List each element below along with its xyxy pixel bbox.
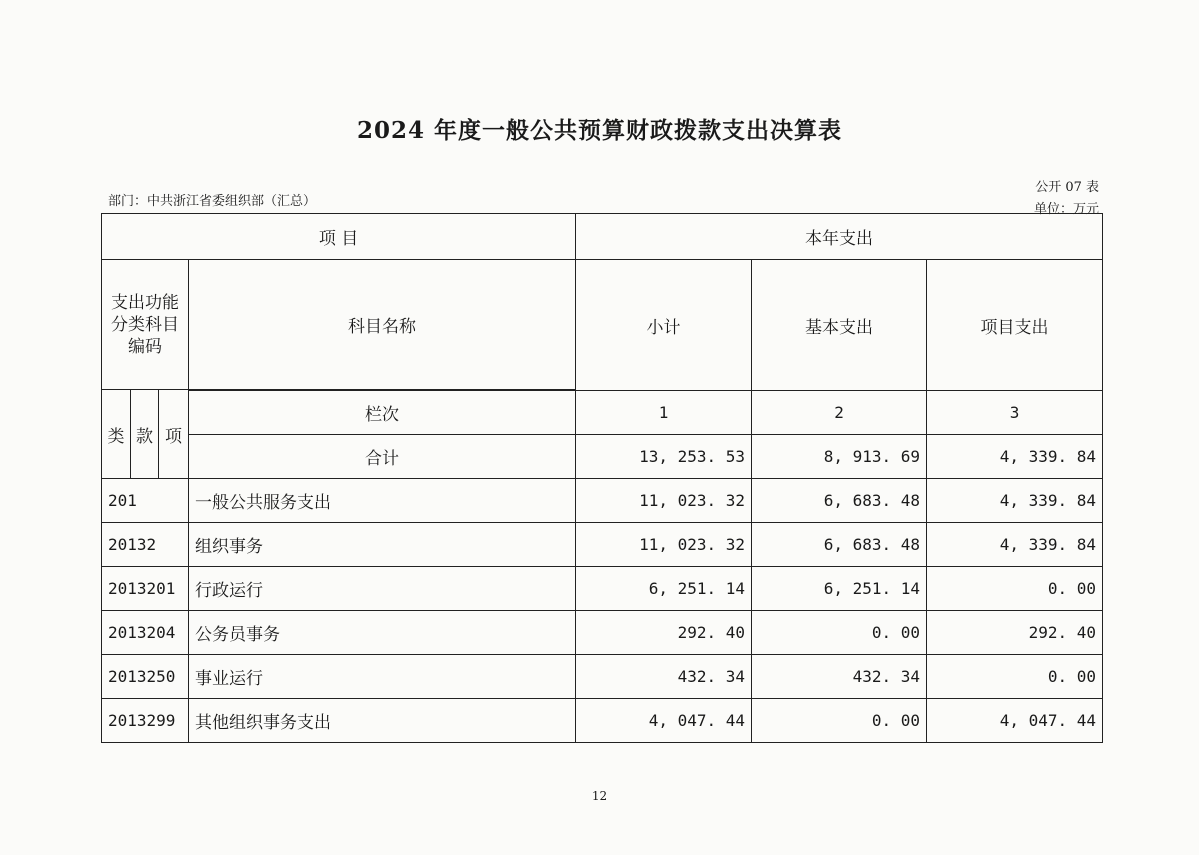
total-basic: 8, 913. 69: [752, 435, 927, 479]
row-code: 20132: [102, 523, 189, 567]
expenditure-table: [101, 213, 1103, 743]
row-code: 2013250: [102, 655, 189, 699]
row-subtotal: 11, 023. 32: [576, 479, 752, 523]
header-code-label: 支出功能分类科目编码: [102, 260, 189, 390]
row-project: 4, 339. 84: [927, 523, 1103, 567]
row-subtotal: 11, 023. 32: [576, 523, 752, 567]
row-code: 201: [102, 479, 189, 523]
row-project: 292. 40: [927, 611, 1103, 655]
column-index-2: 2: [752, 391, 927, 435]
total-label: 合计: [189, 435, 576, 479]
row-basic: 0. 00: [752, 611, 927, 655]
row-project: 0. 00: [927, 655, 1103, 699]
column-index-3: 3: [927, 391, 1103, 435]
row-name: 组织事务: [189, 523, 576, 567]
table-number: 公开 07 表: [1035, 180, 1099, 195]
total-subtotal: 13, 253. 53: [576, 435, 752, 479]
table-row: [102, 611, 1103, 655]
row-basic: 6, 683. 48: [752, 523, 927, 567]
row-subtotal: 432. 34: [576, 655, 752, 699]
table-row: [102, 523, 1103, 567]
row-subtotal: 6, 251. 14: [576, 567, 752, 611]
column-index-1: 1: [576, 391, 752, 435]
column-index-label: 栏次: [189, 391, 576, 435]
row-basic: 0. 00: [752, 699, 927, 743]
table-row: [102, 479, 1103, 523]
total-project: 4, 339. 84: [927, 435, 1103, 479]
table-row: [102, 699, 1103, 743]
header-basic: 基本支出: [752, 260, 927, 391]
document-title: 2024 年度一般公共预算财政拨款支出决算表: [356, 117, 843, 144]
header-name-label: 科目名称: [189, 260, 576, 390]
row-name: 事业运行: [189, 655, 576, 699]
row-name: 公务员事务: [189, 611, 576, 655]
header-current-year: 本年支出: [576, 214, 1103, 260]
row-subtotal: 292. 40: [576, 611, 752, 655]
header-project-exp: 项目支出: [927, 260, 1103, 391]
table-row: [102, 655, 1103, 699]
row-project: 4, 339. 84: [927, 479, 1103, 523]
row-name: 一般公共服务支出: [189, 479, 576, 523]
unit-label: 单位：万元: [1033, 202, 1099, 217]
row-code: 2013299: [102, 699, 189, 743]
table-row: [102, 567, 1103, 611]
header-class: 类: [102, 390, 131, 479]
row-name: 行政运行: [189, 567, 576, 611]
header-item: 项: [159, 390, 189, 479]
header-subtotal: 小计: [576, 260, 752, 391]
row-basic: 432. 34: [752, 655, 927, 699]
page-number: 12: [591, 789, 608, 803]
row-name: 其他组织事务支出: [189, 699, 576, 743]
row-code: 2013204: [102, 611, 189, 655]
row-code: 2013201: [102, 567, 189, 611]
header-project: 项 目: [102, 214, 576, 260]
row-subtotal: 4, 047. 44: [576, 699, 752, 743]
header-section: 款: [131, 390, 159, 479]
department-label: 部门：中共浙江省委组织部（汇总）: [108, 194, 317, 209]
row-basic: 6, 683. 48: [752, 479, 927, 523]
row-project: 4, 047. 44: [927, 699, 1103, 743]
row-project: 0. 00: [927, 567, 1103, 611]
row-basic: 6, 251. 14: [752, 567, 927, 611]
